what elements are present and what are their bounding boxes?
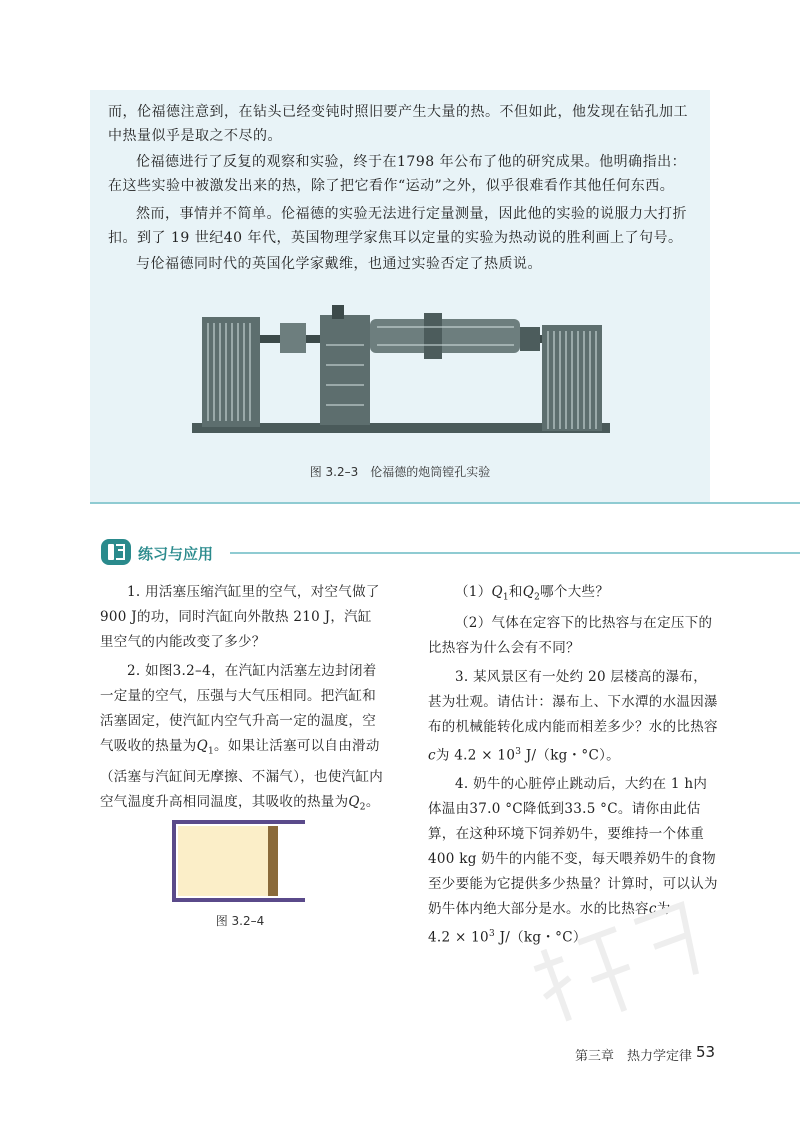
section-line: [230, 552, 800, 554]
exercises-right-column: [428, 580, 718, 951]
exercises-left-column: [100, 580, 385, 820]
figure-caption-small: 图 3.2–4: [215, 914, 265, 928]
exercise-1: 1. 用活塞压缩汽缸里的空气，对空气做了900 J的功，同时汽缸向外散热 210 J，汽缸里空气的内能改变了多少？: [100, 584, 380, 650]
footer-chapter: 第三章 热力学定律: [575, 1049, 693, 1064]
exercise-2-sub-2: （2）气体在定容下的比热容与在定压下的比热容为什么会有不同？: [428, 614, 713, 656]
divider-rule: [90, 502, 800, 504]
intro-paragraph-4: 与伦福德同时代的英国化学家戴维，也通过实验否定了热质说。: [136, 256, 542, 272]
page-number: 53: [696, 1043, 716, 1061]
section-title: 练习与应用: [138, 545, 214, 563]
exercise-book-icon: [100, 538, 132, 566]
section-header: [100, 538, 800, 568]
exercise-3: 3. 某风景区有一处约 20 层楼高的瀑布，甚为壮观。请估计：瀑布上、下水潭的水温因瀑布的机械能转化成内能而相差多少？水的比热容c为 $4.2 \times 10^3$ J/（kg・°C）。: [428, 668, 718, 764]
intro-paragraph-2: 伦福德进行了反复的观察和实验，终于在1798 年公布了他的研究成果。他明确指出：在这些实验中被激发出来的热，除了把它看作“运动”之外，似乎很难看作其他任何东西。: [108, 154, 687, 194]
cylinder-piston-diagram: [170, 818, 310, 903]
exercise-2-sub-1: $(1)Q_1$和$Q_2$哪个大些？: [455, 584, 610, 603]
figure-caption-main: 图 3.2–3 伦福德的炮筒镗孔实验: [309, 465, 491, 479]
intro-paragraph-1: 而，伦福德注意到，在钻头已经变钝时照旧要产生大量的热。不但如此，他发现在钻孔加工中热量似乎是取之不尽的。: [108, 104, 688, 144]
intro-paragraph-3: 然而，事情并不简单。伦福德的实验无法进行定量测量，因此他的实验的说服力大打折扣。到了 19 世纪40 年代，英国物理学家焦耳以定量的实验为热动说的胜利画上了句号。: [108, 206, 687, 246]
exercise-4: 4. 奶牛的心脏停止跳动后，大约在 1 h内体温由37.0 °C降低到33.5 °C。请你由此估算，在这种环境下饲养奶牛，要维持一个体重400 kg 奶牛的内能不变，每天喂养奶牛的食物至少要能为它提供多少热量？计算时，可以认为奶牛体内绝大部分是水。水的比热容c为 $4.2 \times 10^3$ J/（kg・°C）。: [428, 776, 718, 946]
exercise-2: 2. 如图3.2–4，在汽缸内活塞左边封闭着一定量的空气，压强与大气压相同。把汽缸和活塞固定，使汽缸内空气升高一定的温度，空气吸收的热量为$Q_1$。如果让活塞可以自由滑动（活塞与汽缸间无摩擦、不漏气），也使汽缸内空气温度升高相同温度，其吸收的热量为$Q_2$。: [100, 663, 384, 813]
watermark: [520, 900, 720, 1040]
cannon-boring-illustration: [192, 305, 610, 457]
